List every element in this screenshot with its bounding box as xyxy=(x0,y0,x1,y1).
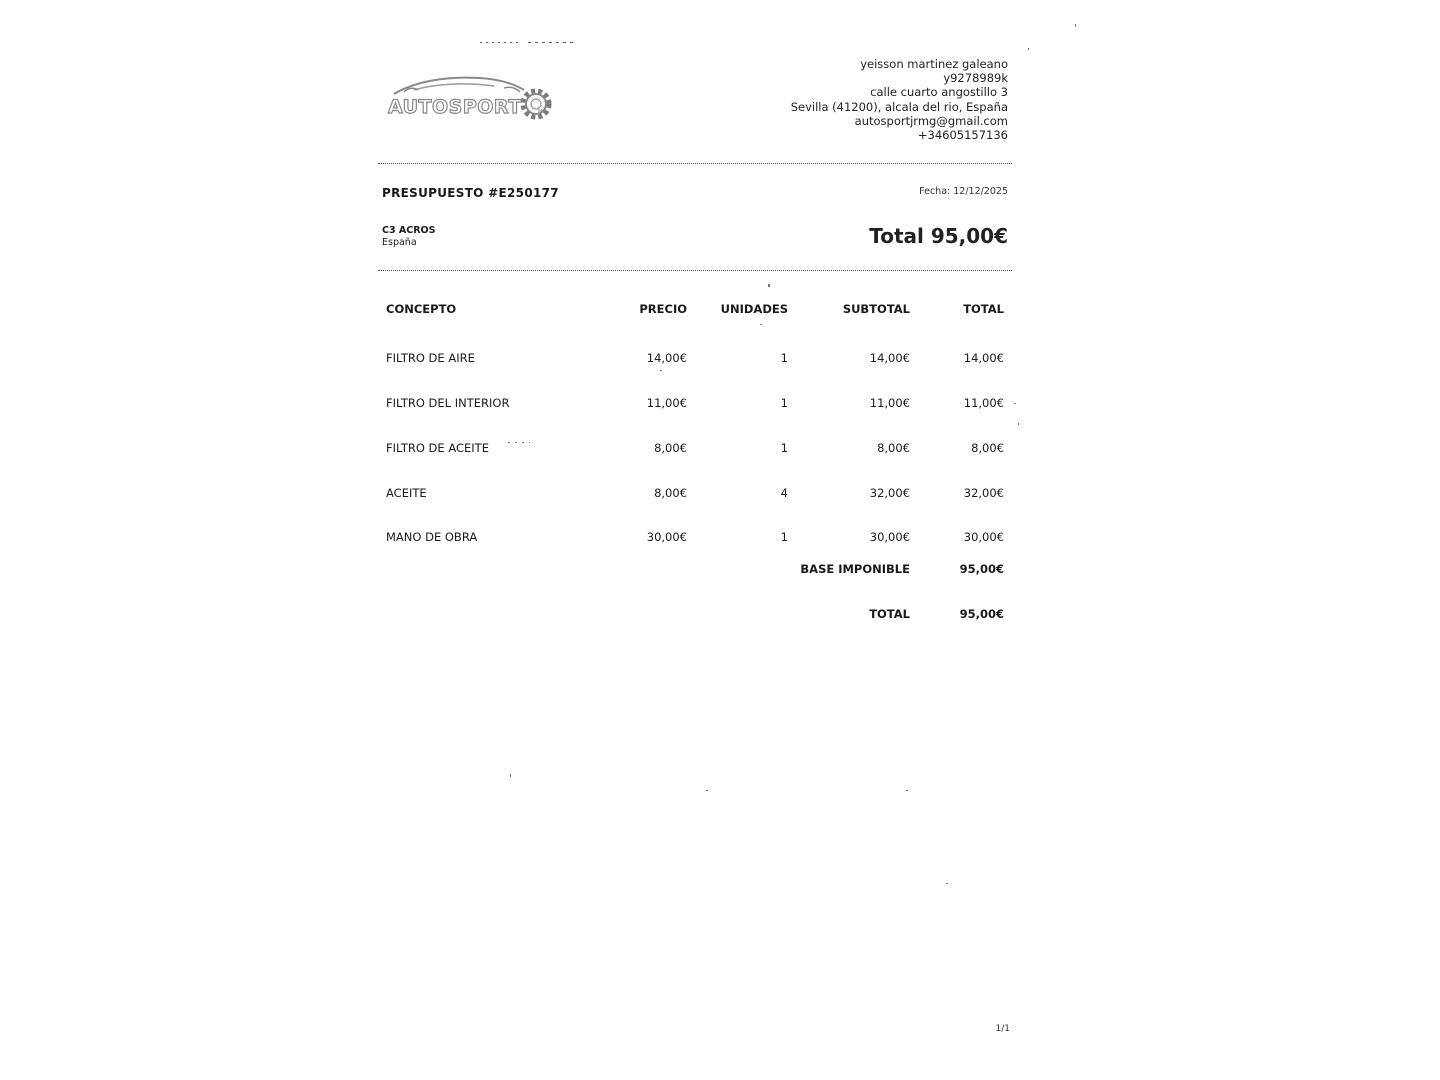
header-total: TOTAL xyxy=(963,302,1004,316)
header-concept: CONCEPTO xyxy=(386,302,457,316)
client-name: C3 ACROS xyxy=(382,225,436,236)
row-concept: FILTRO DE AIRE xyxy=(386,351,475,365)
company-tax-id: y9278989k xyxy=(943,71,1008,86)
client-country: España xyxy=(382,237,417,248)
scan-speck xyxy=(1075,24,1076,27)
row-concept: MANO DE OBRA xyxy=(386,530,478,544)
row-subtotal: 14,00€ xyxy=(869,351,910,365)
summary-total-label: TOTAL xyxy=(869,607,910,621)
header-units: UNIDADES xyxy=(720,302,788,316)
row-total: 11,00€ xyxy=(963,396,1004,410)
scan-speck xyxy=(480,42,520,43)
scan-speck xyxy=(1014,403,1016,404)
scan-speck xyxy=(1018,423,1019,425)
row-price: 14,00€ xyxy=(646,351,687,365)
company-email: autosportjrmg@gmail.com xyxy=(854,113,1008,128)
row-total: 30,00€ xyxy=(963,530,1004,544)
row-units: 4 xyxy=(780,486,788,500)
divider-middle xyxy=(378,270,1012,271)
scan-speck xyxy=(768,284,770,287)
company-info xyxy=(791,57,1008,142)
base-imponible-value: 95,00€ xyxy=(959,562,1004,576)
row-total: 32,00€ xyxy=(963,486,1004,500)
row-concept: ACEITE xyxy=(386,486,427,500)
summary-total-value: 95,00€ xyxy=(959,607,1004,621)
row-price: 8,00€ xyxy=(654,441,687,455)
row-total: 8,00€ xyxy=(971,441,1004,455)
page-number: 1/1 xyxy=(995,1024,1010,1034)
row-total: 14,00€ xyxy=(963,351,1004,365)
company-name: yeisson martinez galeano xyxy=(860,57,1008,71)
row-price: 11,00€ xyxy=(646,396,687,410)
scan-speck xyxy=(660,370,662,371)
grand-total-heading: Total 95,00€ xyxy=(869,224,1008,248)
company-city: Sevilla (41200), alcala del rio, España xyxy=(790,99,1008,114)
scan-speck xyxy=(760,324,762,325)
logo-wordmark: AUTOSPORT xyxy=(388,96,522,118)
scan-speck xyxy=(1028,48,1029,50)
divider-top xyxy=(378,163,1012,164)
base-imponible-label: BASE IMPONIBLE xyxy=(800,562,910,576)
company-logo xyxy=(384,72,560,130)
scan-speck xyxy=(706,790,708,791)
row-price: 8,00€ xyxy=(654,486,687,500)
row-concept: FILTRO DEL INTERIOR xyxy=(386,396,510,410)
company-phone: +34605157136 xyxy=(917,128,1008,143)
scan-speck xyxy=(528,42,576,43)
logo-subscript: MG xyxy=(538,109,547,115)
header-price: PRECIO xyxy=(639,302,687,316)
document-title: PRESUPUESTO #E250177 xyxy=(382,186,559,200)
row-subtotal: 11,00€ xyxy=(869,396,910,410)
row-subtotal: 8,00€ xyxy=(877,441,910,455)
company-street: calle cuarto angostillo 3 xyxy=(870,85,1008,100)
row-units: 1 xyxy=(780,351,788,365)
row-concept: FILTRO DE ACEITE xyxy=(386,441,489,455)
row-subtotal: 30,00€ xyxy=(869,530,910,544)
row-price: 30,00€ xyxy=(646,530,687,544)
row-subtotal: 32,00€ xyxy=(869,486,910,500)
row-units: 1 xyxy=(780,530,788,544)
scan-speck xyxy=(946,883,948,884)
invoice-page xyxy=(378,30,1012,1050)
scan-speck xyxy=(510,774,511,777)
scan-speck xyxy=(508,442,530,443)
row-units: 1 xyxy=(780,396,788,410)
row-units: 1 xyxy=(780,441,788,455)
document-date: Fecha: 12/12/2025 xyxy=(919,186,1008,197)
header-subtotal: SUBTOTAL xyxy=(842,302,910,316)
scan-speck xyxy=(906,790,908,791)
